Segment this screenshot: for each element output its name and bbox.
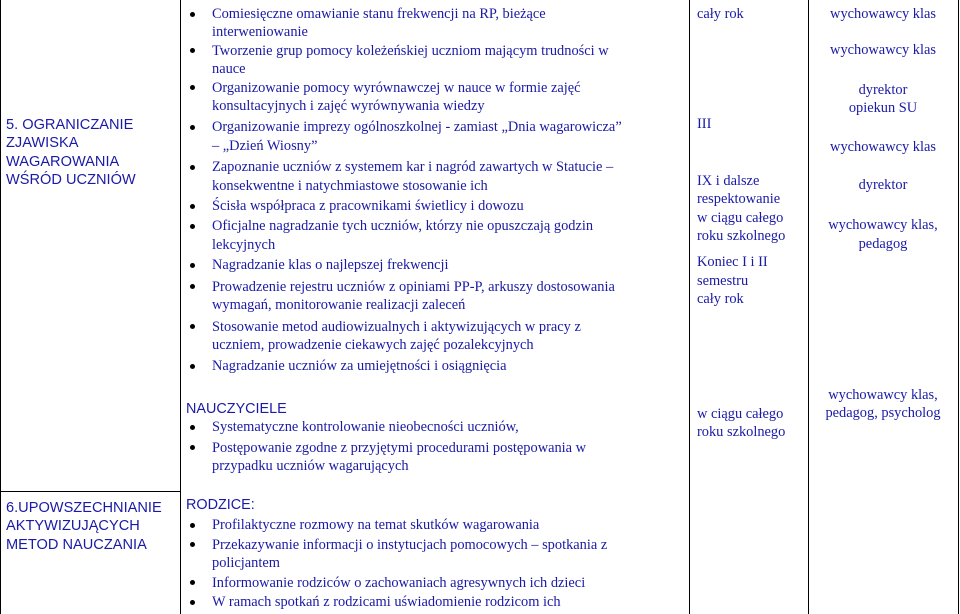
list-item: Oficjalne nagradzanie tych uczniów, którzy nie opuszczają godzin lekcyjnych	[184, 217, 684, 254]
section-5-responsible: wychowawcy klas wychowawcy klas dyrektor opiekun SU wychowawcy klas dyrektor wychowawcy klas, pedagog	[828, 6, 938, 252]
parents-block	[186, 496, 686, 611]
list-item: Organizowanie pomocy wyrównawczej w nauce w formie zajęć konsultacyjnych i zajęć wyrównywania wiedzy	[184, 79, 684, 116]
section-6-title: 6.UPOWSZECHNIANIE AKTYWIZUJĄCYCH METOD NAUCZANIA	[6, 500, 162, 553]
teachers-responsible: wychowawcy klas, pedagog, psycholog	[825, 387, 941, 422]
list-item: Comiesięczne omawianie stanu frekwencji na RP, bieżące interweniowanie	[184, 5, 684, 42]
list-item: Postępowanie zgodne z przyjętymi procedurami postępowania w przypadku uczniów wagarujących	[184, 439, 686, 476]
section-5-title: 5. OGRANICZANIE ZJAWISKA WAGAROWANIA WŚRÓD UCZNIÓW	[6, 117, 136, 189]
list-item: Organizowanie imprezy ogólnoszkolnej - zamiast „Dnia wagarowicza” – „Dzień Wiosny”	[184, 118, 684, 155]
row-divider	[0, 491, 180, 492]
teachers-block	[186, 400, 686, 476]
list-item: Profilaktyczne rozmowy na temat skutków wagarowania	[184, 516, 686, 534]
list-item: Prowadzenie rejestru uczniów z opiniami PP-P, arkuszy dostosowania wymagań, monitorowanie realizacji zaleceń	[184, 278, 684, 315]
list-item: Nagradzanie klas o najlepszej frekwencji	[184, 256, 684, 274]
parents-heading: RODZICE:	[186, 497, 255, 513]
list-item: Zapoznanie uczniów z systemem kar i nagród zawartych w Statucie – konsekwentne i natychmiastowe stosowanie ich	[184, 158, 684, 195]
list-item: Informowanie rodziców o zachowaniach agresywnych ich dzieci	[184, 574, 686, 592]
teachers-heading: NAUCZYCIELE	[186, 401, 287, 417]
section-5-terms: cały rok III IX i dalsze respektowanie w ciągu całego roku szkolnego Koniec I i II semestru cały rok	[697, 6, 786, 308]
list-item: W ramach spotkań z rodzicami uświadomienie rodzicom ich	[184, 593, 686, 611]
section-5-actions-list	[184, 5, 684, 376]
list-item: Stosowanie metod audiowizualnych i aktywizujących w pracy z uczniem, prowadzenie ciekawych zajęć pozalekcyjnych	[184, 318, 684, 355]
list-item: Przekazywanie informacji o instytucjach pomocowych – spotkania z policjantem	[184, 536, 686, 573]
list-item: Tworzenie grup pomocy koleżeńskiej uczniom mającym trudności w nauce	[184, 42, 684, 79]
table-divider-1	[180, 0, 181, 614]
table-border-right	[958, 0, 959, 614]
teachers-term: w ciągu całego roku szkolnego	[697, 406, 786, 441]
list-item: Ścisła współpraca z pracownikami świetlicy i dowozu	[184, 197, 684, 215]
teachers-actions-list	[184, 418, 686, 475]
parents-actions-list	[184, 516, 686, 611]
list-item: Nagradzanie uczniów za umiejętności i osiągnięcia	[184, 357, 684, 375]
list-item: Systematyczne kontrolowanie nieobecności uczniów,	[184, 418, 686, 436]
table-divider-2	[689, 0, 690, 614]
table-border-left	[0, 0, 1, 614]
